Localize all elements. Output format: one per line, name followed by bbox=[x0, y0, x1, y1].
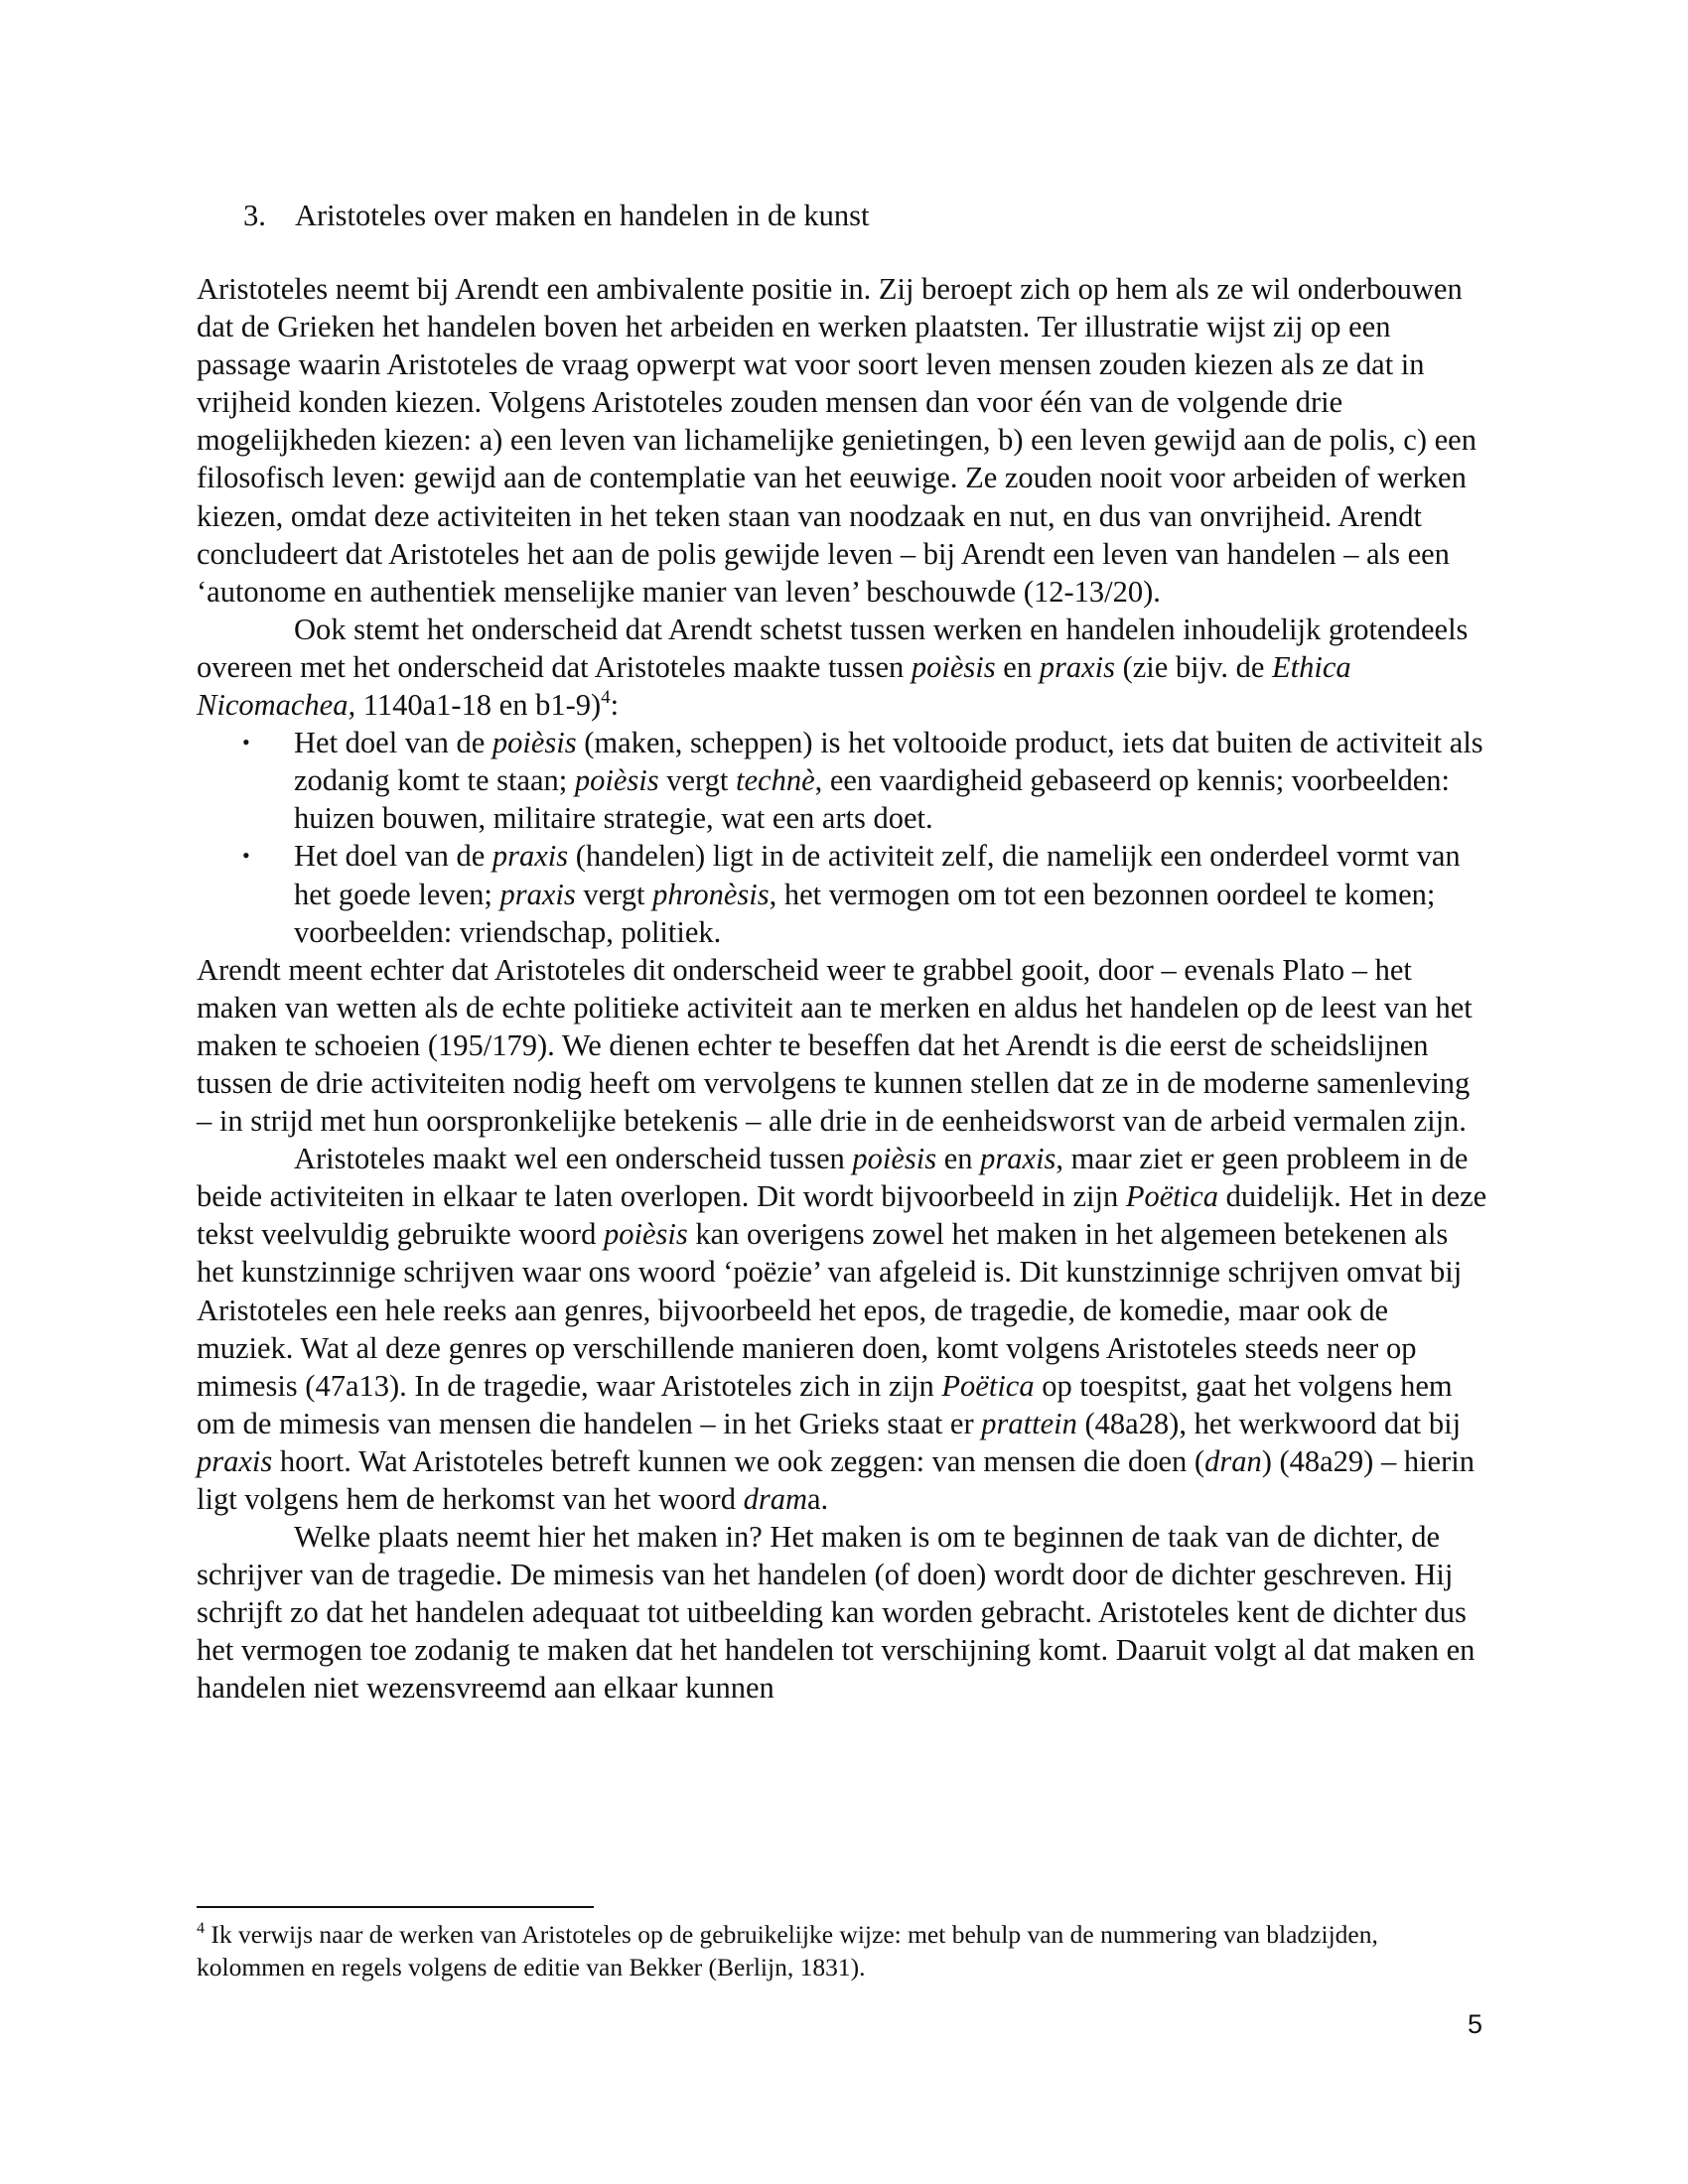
section-heading bbox=[243, 197, 1435, 234]
body-text bbox=[197, 270, 1490, 1707]
section-title: Aristoteles over maken en handelen in de kunst bbox=[295, 199, 870, 232]
footnote-number: 4 bbox=[197, 1920, 205, 1937]
paragraph-3: Arendt meent echter dat Aristoteles dit onderscheid weer te grabbel gooit, door – evenals Plato – het maken van wetten als de echte politieke activiteit aan te merken en aldus het handelen op de leest van het maken te schoeien (195/179). We dienen echter te beseffen dat het Arendt is die eerst de scheidslijnen tussen de drie activiteiten nodig heeft om vervolgens te kunnen stellen dat ze in de moderne samenleving – in strijd met hun oorspronkelijke betekenis – alle drie in de eenheidsworst van de arbeid vermalen zijn. bbox=[197, 952, 1473, 1139]
page-number: 5 bbox=[1468, 2009, 1483, 2039]
paragraph-4: Aristoteles maakt wel een onderscheid tussen poièsis en praxis, maar ziet er geen probleem in de beide activiteiten in elkaar te laten overlopen. Dit wordt bijvoorbeeld in zijn Poëtica duidelijk. Het in deze tekst veelvuldig gebruikte woord poièsis kan overigens zowel het maken in het algemeen betekenen als het kunstzinnige schrijven waar ons woord ‘poëzie’ van afgeleid is. Dit kunstzinnige schrijven omvat bij Aristoteles een hele reeks aan genres, bijvoorbeeld het epos, de tragedie, de komedie, maar ook de muziek. Wat al deze genres op verschillende manieren doen, komt volgens Aristoteles steeds neer op mimesis (47a13). In de tragedie, waar Aristoteles zich in zijn Poëtica op toespitst, gaat het volgens hem om de mimesis van mensen die handelen – in het Grieks staat er prattein (48a28), het werkwoord dat bij praxis hoort. Wat Aristoteles betreft kunnen we ook zeggen: van mensen die doen (dran) (48a29) – hierin ligt volgens hem de herkomst van het woord drama. bbox=[197, 1142, 1487, 1516]
section-number: 3. bbox=[243, 199, 266, 232]
paragraph-2: Ook stemt het onderscheid dat Arendt schetst tussen werken en handelen inhoudelijk grotendeels overeen met het onderscheid dat Aristoteles maakte tussen poièsis en praxis (zie bijv. de Ethica Nicomachea, 1140a1-18 en b1-9)$^4$: bbox=[197, 612, 1469, 723]
footnote-text: Ik verwijs naar de werken van Aristoteles op de gebruikelijke wijze: met behulp van de nummering van bladzijden, kolommen en regels volgens de editie van Bekker (Berlijn, 1831). bbox=[197, 1920, 1378, 1981]
list-item: • Het doel van de poièsis (maken, scheppen) is het voltooide product, iets dat buiten de activiteit als zodanig komt te staan; poièsis vergt technè, een vaardigheid gebaseerd op kennis; voorbeelden: huizen bouwen, militaire strategie, wat een arts doet. bbox=[242, 726, 1483, 836]
footnote-divider bbox=[197, 1906, 594, 1908]
bullet-icon: • bbox=[242, 730, 250, 755]
bullet-list bbox=[197, 724, 1490, 951]
paragraph-5: Welke plaats neemt hier het maken in? Het maken is om te beginnen de taak van de dichter, de schrijver van de tragedie. De mimesis van het handelen (of doen) wordt door de dichter geschreven. Hij schrijft zo dat het handelen adequaat tot uitbeelding kan worden gebracht. Aristoteles kent de dichter dus het vermogen toe zodanig te maken dat het handelen tot verschijning komt. Daaruit volgt al dat maken en handelen niet wezensvreemd aan elkaar kunnen bbox=[197, 1520, 1476, 1706]
footnote bbox=[197, 1918, 1490, 1983]
footnote-reference[interactable]: 4 bbox=[601, 687, 611, 709]
paragraph-1: Aristoteles neemt bij Arendt een ambivalente positie in. Zij beroept zich op hem als ze wil onderbouwen dat de Grieken het handelen boven het arbeiden en werken plaatsten. Ter illustratie wijst zij op een passage waarin Aristoteles de vraag opwerpt wat voor soort leven mensen zouden kiezen als ze dat in vrijheid konden kiezen. Volgens Aristoteles zouden mensen dan voor één van de volgende drie mogelijkheden kiezen: a) een leven van lichamelijke genietingen, b) een leven gewijd aan de polis, c) een filosofisch leven: gewijd aan de contemplatie van het eeuwige. Ze zouden nooit voor arbeiden of werken kiezen, omdat deze activiteiten in het teken staan van noodzaak en nut, en dus van onvrijheid. Arendt concludeert dat Aristoteles het aan de polis gewijde leven – bij Arendt een leven van handelen – als een ‘autonome en authentiek menselijke manier van leven’ beschouwde (12-13/20). bbox=[197, 272, 1477, 609]
list-item: • Het doel van de praxis (handelen) ligt in de activiteit zelf, die namelijk een onderdeel vormt van het goede leven; praxis vergt phronèsis, het vermogen om tot een bezonnen oordeel te komen; voorbeelden: vriendschap, politiek. bbox=[242, 839, 1461, 949]
bullet-icon: • bbox=[242, 843, 250, 869]
